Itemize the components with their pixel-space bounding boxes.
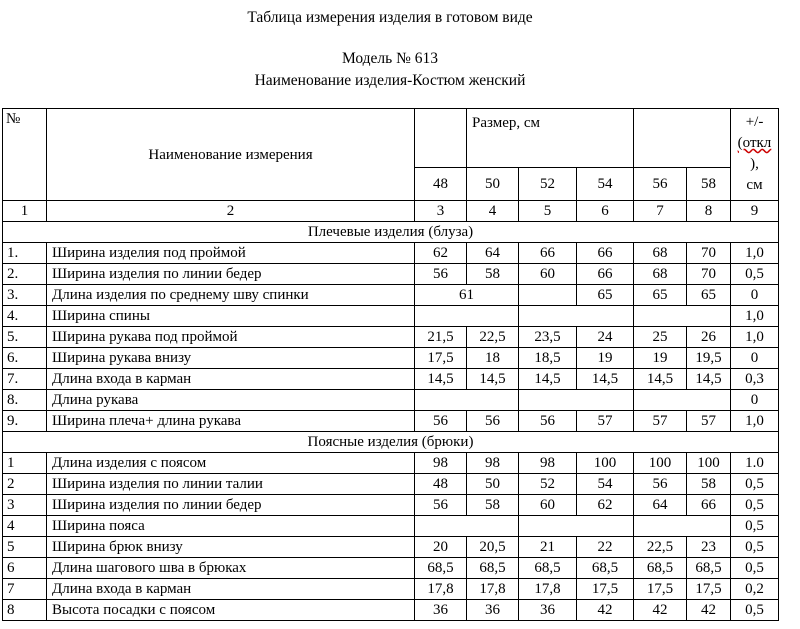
size-value: 66 [519, 243, 577, 264]
size-value [519, 285, 577, 306]
size-56: 56 [634, 168, 687, 201]
measurement-name: Высота посадки с поясом [47, 600, 415, 621]
row-number: 1 [3, 453, 47, 474]
size-value: 56 [415, 495, 467, 516]
size-value: 56 [467, 411, 519, 432]
size-value: 64 [634, 495, 687, 516]
measurement-name: Ширина рукава под проймой [47, 327, 415, 348]
size-value: 25 [634, 327, 687, 348]
size-value: 57 [577, 411, 634, 432]
table-row [3, 243, 779, 264]
size-value: 65 [577, 285, 634, 306]
size-value: 60 [519, 264, 577, 285]
size-value: 42 [634, 600, 687, 621]
size-value: 68,5 [687, 558, 731, 579]
size-value: 22 [577, 537, 634, 558]
tolerance-value: 0,3 [731, 369, 779, 390]
size-value: 20,5 [467, 537, 519, 558]
section-lower-title: Поясные изделия (брюки) [3, 432, 779, 453]
size-value: 65 [634, 285, 687, 306]
row-number: 4 [3, 516, 47, 537]
tolerance-value: 1,0 [731, 243, 779, 264]
column-number: 5 [519, 201, 577, 222]
tolerance-value: 1.0 [731, 453, 779, 474]
size-value: 56 [415, 264, 467, 285]
row-number: 7. [3, 369, 47, 390]
size-value: 56 [415, 411, 467, 432]
size-value: 17,8 [519, 579, 577, 600]
size-value: 54 [577, 474, 634, 495]
column-header-name: Наименование измерения [47, 109, 415, 201]
size-value: 60 [519, 495, 577, 516]
size-value: 100 [577, 453, 634, 474]
size-value: 22,5 [467, 327, 519, 348]
size-value: 17,5 [577, 579, 634, 600]
size-value: 26 [687, 327, 731, 348]
size-value: 62 [415, 243, 467, 264]
measurement-name: Длина входа в карман [47, 369, 415, 390]
column-number-row [3, 201, 779, 222]
size-value: 70 [687, 243, 731, 264]
size-value [634, 390, 731, 411]
size-value: 17,5 [687, 579, 731, 600]
row-number: 4. [3, 306, 47, 327]
measurement-name: Ширина изделия под проймой [47, 243, 415, 264]
size-value: 36 [467, 600, 519, 621]
measurement-name: Длина изделия с поясом [47, 453, 415, 474]
table-row [3, 264, 779, 285]
table-row [3, 453, 779, 474]
measurement-name: Ширина плеча+ длина рукава [47, 411, 415, 432]
product-name: Наименование изделия-Костюм женский [254, 72, 526, 89]
tolerance-value: 0 [731, 390, 779, 411]
size-value [519, 390, 634, 411]
row-number: 2. [3, 264, 47, 285]
tolerance-value: 0,5 [731, 474, 779, 495]
size-value: 14,5 [577, 369, 634, 390]
row-number: 2 [3, 474, 47, 495]
table-row [3, 516, 779, 537]
tolerance-value: 1,0 [731, 327, 779, 348]
tolerance-line-3: ), [750, 156, 759, 172]
size-value: 61 [415, 285, 519, 306]
row-number: 3. [3, 285, 47, 306]
column-number: 4 [467, 201, 519, 222]
size-value [415, 390, 519, 411]
model-number: Модель № 613 [341, 50, 439, 67]
size-value: 14,5 [687, 369, 731, 390]
column-number: 7 [634, 201, 687, 222]
table-row [3, 411, 779, 432]
table-row [3, 327, 779, 348]
column-number: 1 [3, 201, 47, 222]
tolerance-value: 0,5 [731, 600, 779, 621]
size-value: 100 [687, 453, 731, 474]
size-value: 58 [467, 264, 519, 285]
document-title: Таблица измерения изделия в готовом виде [247, 9, 533, 26]
size-value [519, 516, 634, 537]
size-value: 21 [519, 537, 577, 558]
row-number: 5. [3, 327, 47, 348]
table-row [3, 600, 779, 621]
size-header-blank-right [634, 109, 731, 168]
size-value: 66 [577, 264, 634, 285]
tolerance-value: 0,5 [731, 495, 779, 516]
table-row [3, 306, 779, 327]
size-value: 52 [519, 474, 577, 495]
size-value: 42 [687, 600, 731, 621]
size-value: 14,5 [519, 369, 577, 390]
size-value: 56 [519, 411, 577, 432]
table-row [3, 495, 779, 516]
size-value: 36 [415, 600, 467, 621]
measurement-table [2, 108, 779, 621]
size-value: 68,5 [415, 558, 467, 579]
size-value: 65 [687, 285, 731, 306]
size-value: 56 [634, 474, 687, 495]
size-value: 57 [634, 411, 687, 432]
row-number: 1. [3, 243, 47, 264]
size-value: 17,8 [415, 579, 467, 600]
table-row [3, 537, 779, 558]
tolerance-value: 1,0 [731, 306, 779, 327]
size-value: 100 [634, 453, 687, 474]
column-number: 6 [577, 201, 634, 222]
tolerance-value: 0 [731, 285, 779, 306]
size-value: 19 [577, 348, 634, 369]
table-row [3, 369, 779, 390]
tolerance-value: 0,5 [731, 264, 779, 285]
size-value [634, 516, 731, 537]
row-number: 8. [3, 390, 47, 411]
size-value: 23 [687, 537, 731, 558]
size-value [519, 306, 634, 327]
row-number: 5 [3, 537, 47, 558]
column-header-tolerance [731, 109, 779, 201]
tolerance-value: 1,0 [731, 411, 779, 432]
column-number: 9 [731, 201, 779, 222]
row-number: 9. [3, 411, 47, 432]
section-row [3, 432, 779, 453]
table-row [3, 285, 779, 306]
size-value: 22,5 [634, 537, 687, 558]
size-value: 98 [467, 453, 519, 474]
table-row [3, 390, 779, 411]
size-value: 58 [467, 495, 519, 516]
measurement-name: Ширина брюк внизу [47, 537, 415, 558]
table-row [3, 579, 779, 600]
size-value: 19,5 [687, 348, 731, 369]
size-value: 23,5 [519, 327, 577, 348]
size-value: 24 [577, 327, 634, 348]
size-value: 48 [415, 474, 467, 495]
size-value: 68 [634, 243, 687, 264]
tolerance-line-4: см [746, 177, 763, 193]
tolerance-value: 0,5 [731, 516, 779, 537]
size-value: 68,5 [519, 558, 577, 579]
header-row [3, 109, 779, 168]
measurement-name: Длина изделия по среднему шву спинки [47, 285, 415, 306]
column-header-size: Размер, см [467, 109, 634, 168]
size-value: 68,5 [577, 558, 634, 579]
measurement-name: Ширина рукава внизу [47, 348, 415, 369]
size-value: 14,5 [634, 369, 687, 390]
tolerance-value: 0,2 [731, 579, 779, 600]
size-value: 14,5 [467, 369, 519, 390]
row-number: 3 [3, 495, 47, 516]
table-row [3, 474, 779, 495]
column-number: 8 [687, 201, 731, 222]
size-value: 17,5 [634, 579, 687, 600]
tolerance-value: 0,5 [731, 558, 779, 579]
size-value [415, 516, 519, 537]
size-value: 18,5 [519, 348, 577, 369]
measurement-name: Ширина изделия по линии бедер [47, 495, 415, 516]
size-value: 64 [467, 243, 519, 264]
size-value: 68 [634, 264, 687, 285]
size-value [415, 306, 519, 327]
size-value: 21,5 [415, 327, 467, 348]
section-upper-title: Плечевые изделия (блуза) [3, 222, 779, 243]
measurement-name: Ширина изделия по линии талии [47, 474, 415, 495]
row-number: 7 [3, 579, 47, 600]
size-value [634, 306, 731, 327]
tolerance-value: 0 [731, 348, 779, 369]
measurement-name: Ширина спины [47, 306, 415, 327]
size-value: 98 [519, 453, 577, 474]
size-value: 68,5 [634, 558, 687, 579]
size-value: 42 [577, 600, 634, 621]
size-value: 17,8 [467, 579, 519, 600]
size-value: 50 [467, 474, 519, 495]
size-48: 48 [415, 168, 467, 201]
size-header-blank-left [415, 109, 467, 168]
size-value: 66 [687, 495, 731, 516]
column-number: 3 [415, 201, 467, 222]
column-header-number: № [3, 109, 47, 201]
size-value: 98 [415, 453, 467, 474]
measurement-name: Ширина пояса [47, 516, 415, 537]
size-54: 54 [577, 168, 634, 201]
row-number: 8 [3, 600, 47, 621]
measurement-name: Длина рукава [47, 390, 415, 411]
size-value: 62 [577, 495, 634, 516]
size-value: 36 [519, 600, 577, 621]
row-number: 6. [3, 348, 47, 369]
size-value: 58 [687, 474, 731, 495]
tolerance-value: 0,5 [731, 537, 779, 558]
size-value: 66 [577, 243, 634, 264]
size-52: 52 [519, 168, 577, 201]
measurement-name: Длина входа в карман [47, 579, 415, 600]
table-row [3, 558, 779, 579]
tolerance-line-1: +/- [745, 114, 764, 130]
tolerance-line-2: (откл [737, 135, 772, 151]
size-58: 58 [687, 168, 731, 201]
size-value: 70 [687, 264, 731, 285]
size-50: 50 [467, 168, 519, 201]
table-row [3, 348, 779, 369]
size-value: 14,5 [415, 369, 467, 390]
measurement-name: Длина шагового шва в брюках [47, 558, 415, 579]
size-value: 20 [415, 537, 467, 558]
measurement-name: Ширина изделия по линии бедер [47, 264, 415, 285]
size-value: 57 [687, 411, 731, 432]
size-value: 68,5 [467, 558, 519, 579]
size-value: 19 [634, 348, 687, 369]
row-number: 6 [3, 558, 47, 579]
size-value: 18 [467, 348, 519, 369]
column-number: 2 [47, 201, 415, 222]
section-row [3, 222, 779, 243]
size-value: 17,5 [415, 348, 467, 369]
